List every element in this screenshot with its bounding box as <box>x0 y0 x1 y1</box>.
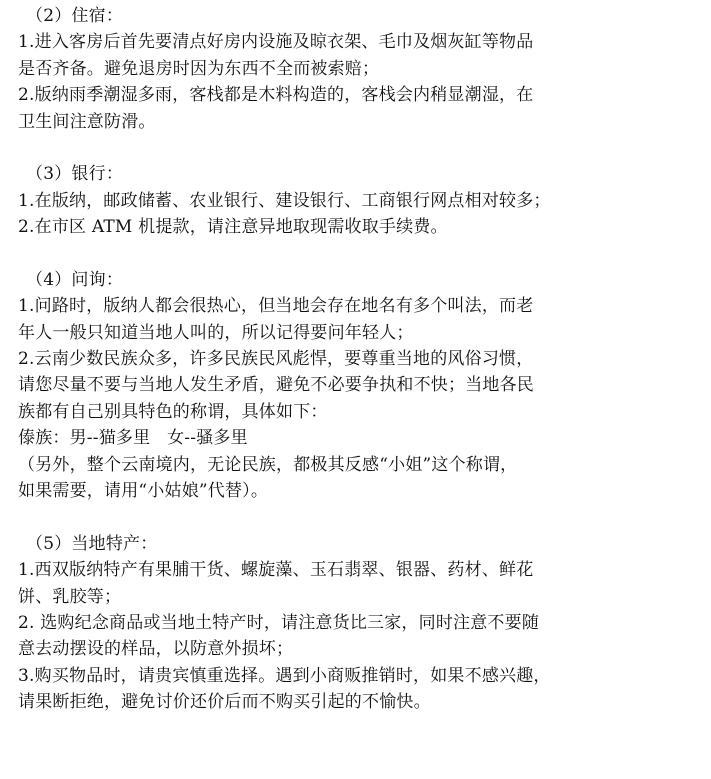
section-specialties <box>18 531 698 716</box>
paragraph-line: 如果需要，请用“小姑娘”代替）。 <box>18 481 269 502</box>
paragraph-line: 傣族：男--猫多里 女--骚多里 <box>18 428 248 449</box>
paragraph-line: 2.在市区 ATM 机提款，请注意异地取现需收取手续费。 <box>18 217 448 238</box>
paragraph-line: 2.版纳雨季潮湿多雨，客栈都是木料构造的，客栈会内稍显潮湿，在 <box>18 85 534 106</box>
paragraph-line: 2.云南少数民族众多，许多民族民风彪悍，要尊重当地的风俗习惯， <box>18 349 534 370</box>
paragraph-line: 3.购买物品时，请贵宾慎重选择。遇到小商贩推销时，如果不感兴趣， <box>18 665 551 686</box>
paragraph-line: （另外，整个云南境内，无论民族，都极其反感“小姐”这个称谓， <box>18 454 518 475</box>
paragraph-line: 1.问路时，版纳人都会很热心，但当地会存在地名有多个叫法，而老 <box>18 296 534 317</box>
spacer <box>18 241 698 267</box>
spacer <box>18 504 698 530</box>
paragraph-line: 请您尽量不要与当地人发生矛盾，避免不必要争执和不快；当地各民 <box>18 375 534 396</box>
paragraph-line: 年人一般只知道当地人叫的，所以记得要问年轻人； <box>18 322 414 343</box>
paragraph-line: 1.在版纳，邮政储蓄、农业银行、建设银行、工商银行网点相对较多； <box>18 190 551 211</box>
paragraph-line: 2. 选购纪念商品或当地土特产时，请注意货比三家，同时注意不要随 <box>18 612 540 633</box>
paragraph-line: 饼、乳胶等； <box>18 586 122 607</box>
travel-tips-document <box>18 3 698 716</box>
paragraph-line: 卫生间注意防滑。 <box>18 111 156 132</box>
paragraph-line: 意去动摆设的样品，以防意外损坏； <box>18 639 294 660</box>
spacer <box>18 135 698 161</box>
paragraph-line: 1.西双版纳特产有果脯干货、螺旋藻、玉石翡翠、银器、药材、鲜花 <box>18 560 534 581</box>
section-lodging <box>18 3 698 135</box>
section-inquiry <box>18 267 698 505</box>
paragraph-line: 族都有自己别具特色的称谓，具体如下： <box>18 401 328 422</box>
section-heading-bank: （3）银行： <box>26 164 124 185</box>
section-heading-inquiry: （4）问询： <box>26 269 124 290</box>
section-bank <box>18 161 698 240</box>
paragraph-line: 是否齐备。避免退房时因为东西不全而被索赔； <box>18 58 380 79</box>
section-heading-specialties: （5）当地特产： <box>26 533 158 554</box>
section-heading-lodging: （2）住宿： <box>26 6 124 26</box>
paragraph-line: 请果断拒绝，避免讨价还价后而不购买引起的不愉快。 <box>18 692 431 713</box>
paragraph-line: 1.进入客房后首先要清点好房内设施及晾衣架、毛巾及烟灰缸等物品 <box>18 32 534 53</box>
